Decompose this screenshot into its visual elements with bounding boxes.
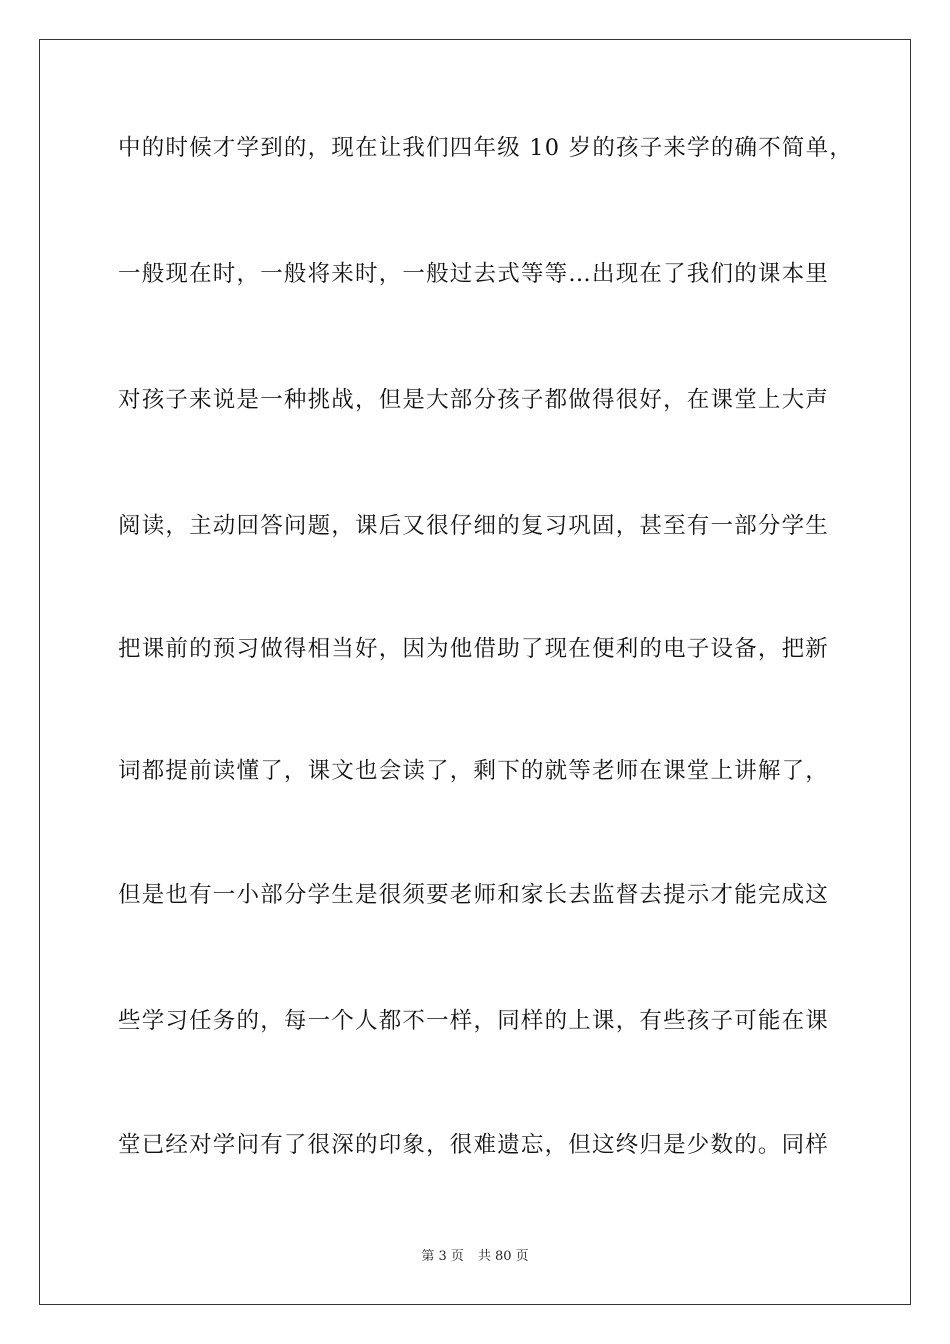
page-number: 第 3 页 <box>421 1249 464 1264</box>
text-line: 一般现在时，一般将来时，一般过去式等等…出现在了我们的课本里 <box>118 261 830 287</box>
text-line: 阅读，主动回答问题，课后又很仔细的复习巩固，甚至有一部分学生 <box>118 513 830 539</box>
text-line: 些学习任务的，每一个人都不一样，同样的上课，有些孩子可能在课 <box>118 1008 830 1034</box>
page-total: 共 80 页 <box>477 1249 529 1264</box>
text-line: 但是也有一小部分学生是很须要老师和家长去监督去提示才能完成这 <box>118 882 830 908</box>
text-line: 堂已经对学问有了很深的印象，很难遗忘，但这终归是少数的。同样 <box>118 1132 830 1158</box>
page-border <box>39 39 911 1305</box>
text-line: 对孩子来说是一种挑战，但是大部分孩子都做得很好，在课堂上大声 <box>118 387 830 413</box>
page-footer <box>0 1248 950 1266</box>
text-line: 中的时候才学到的，现在让我们四年级 10 岁的孩子来学的确不简单， <box>118 135 854 161</box>
text-line: 词都提前读懂了，课文也会读了，剩下的就等老师在课堂上讲解了， <box>118 758 830 784</box>
text-line: 把课前的预习做得相当好，因为他借助了现在便利的电子设备，把新 <box>118 636 830 662</box>
